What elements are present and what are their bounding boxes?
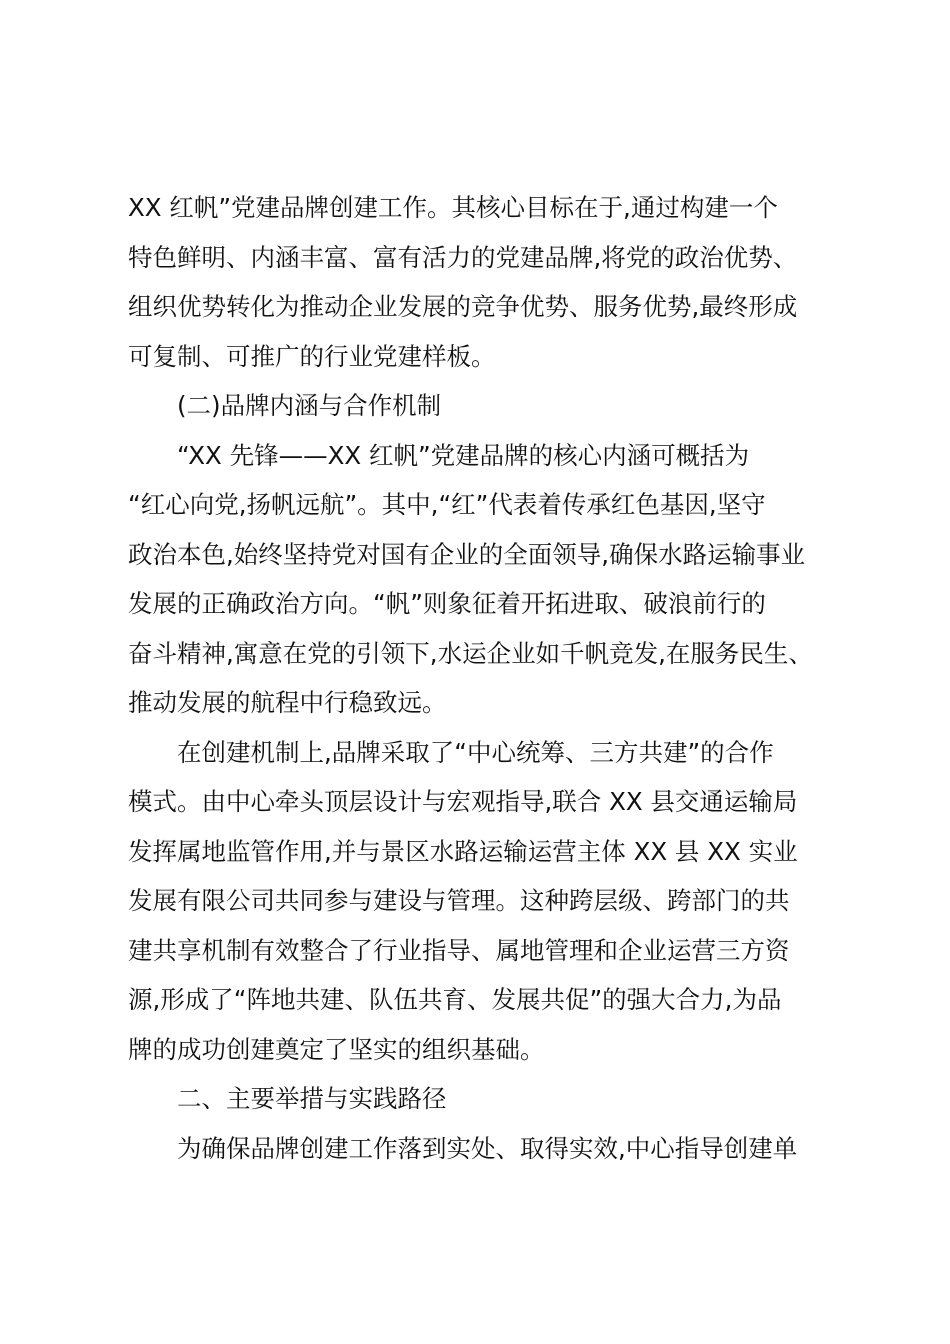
- heading-line: 二、主要举措与实践路径: [177, 1084, 447, 1113]
- paragraph-6: [128, 1124, 834, 1174]
- section-heading-main-measures: [128, 1074, 834, 1124]
- text-line: 模式。由中心牵头顶层设计与宏观指导,联合 XX 县交通运输局: [128, 787, 798, 816]
- text-line: 发展的正确政治方向。“帆”则象征着开拓进取、破浪前行的: [128, 589, 766, 618]
- text-line: 推动发展的航程中行稳致远。: [128, 688, 447, 717]
- text-line: 可复制、可推广的行业党建样板。: [128, 341, 496, 371]
- text-line: 牌的成功创建奠定了坚实的组织基础。: [128, 1034, 545, 1064]
- text-line: 建共享机制有效整合了行业指导、属地管理和企业运营三方资: [128, 935, 790, 965]
- paragraph-4: [128, 728, 834, 1075]
- text-line: 政治本色,始终坚持党对国有企业的全面领导,确保水路运输事业: [128, 539, 806, 569]
- text-line: “XX 先锋——XX 红帆”党建品牌的核心内涵可概括为: [177, 440, 750, 470]
- text-line: 为确保品牌创建工作落到实处、取得实效,中心指导创建单: [177, 1133, 798, 1163]
- text-line: 发挥属地监管作用,并与景区水路运输运营主体 XX 县 XX 实业: [128, 836, 798, 866]
- document-body: [128, 183, 834, 1173]
- paragraph-3: [128, 431, 834, 728]
- text-line: 发展有限公司共同参与建设与管理。这种跨层级、跨部门的共: [128, 886, 790, 915]
- heading-line: (二)品牌内涵与合作机制: [177, 391, 442, 420]
- section-heading-brand-connotation: [128, 381, 834, 431]
- text-line: 源,形成了“阵地共建、队伍共育、发展共促”的强大合力,为品: [128, 985, 782, 1014]
- paragraph-1: [128, 183, 834, 381]
- text-line: “红心向党,扬帆远航”。其中,“红”代表着传承红色基因,坚守: [128, 490, 766, 519]
- text-line: 特色鲜明、内涵丰富、富有活力的党建品牌,将党的政治优势、: [128, 242, 798, 272]
- text-line: 在创建机制上,品牌采取了“中心统筹、三方共建”的合作: [177, 737, 774, 767]
- text-line: 奋斗精神,寓意在党的引领下,水运企业如千帆竞发,在服务民生、: [128, 638, 813, 668]
- text-line: 组织优势转化为推动企业发展的竞争优势、服务优势,最终形成: [128, 292, 798, 321]
- text-line: XX 红帆”党建品牌创建工作。其核心目标在于,通过构建一个: [128, 193, 778, 222]
